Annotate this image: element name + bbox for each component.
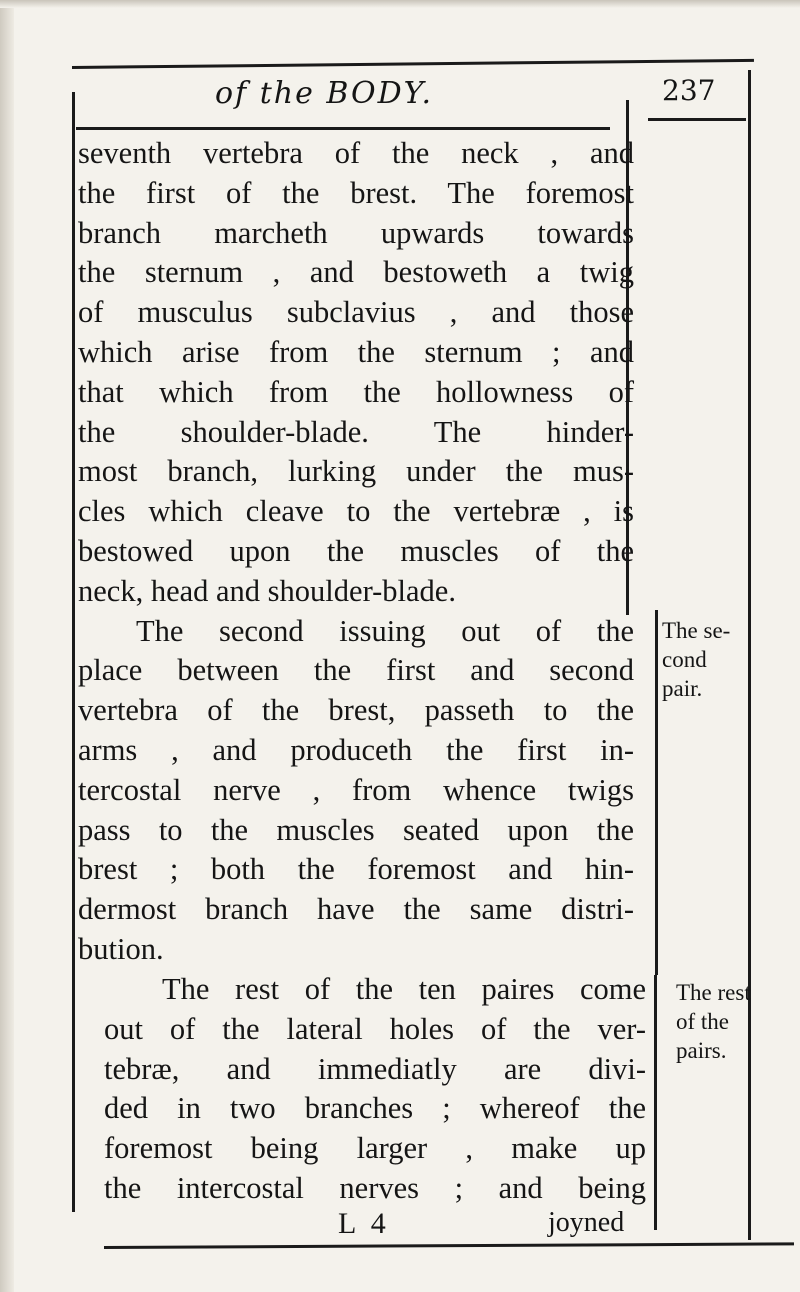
page-number: 237 [662, 74, 716, 107]
text-line: branch marcheth upwards towards [78, 215, 634, 250]
text-line: seventh vertebra of the neck , and [78, 136, 634, 170]
text-line: the intercostal nerves ; and being [104, 1170, 646, 1205]
margin-note-line: pairs. [676, 1038, 727, 1063]
text-line: tercostal nerve , from whence twigs [78, 772, 634, 807]
header-bottom-rule-main [76, 127, 610, 130]
margin-note-line: pair. [662, 676, 703, 701]
running-title: of the BODY. [215, 76, 434, 111]
footer-rule [104, 1242, 794, 1249]
body-text-lower [104, 970, 646, 1209]
text-line: tebræ, and immediatly are divi- [104, 1051, 646, 1086]
margin-note-line: The rest [676, 980, 751, 1005]
header-top-rule [72, 59, 754, 69]
text-line: arms , and produceth the first in- [78, 732, 634, 767]
paragraph-start-line: The second issuing out of the [136, 613, 634, 648]
paragraph-start-line: The rest of the ten paires come [162, 972, 646, 1006]
page-edge-top [0, 0, 800, 8]
text-line: bestowed upon the muscles of the [78, 533, 634, 568]
text-line: dermost branch have the same distri- [78, 892, 634, 927]
text-line: pass to the muscles seated upon the [78, 812, 634, 847]
text-line: foremost being larger , make up [104, 1131, 646, 1166]
margin-note-rest-pairs [676, 978, 751, 1065]
margin-note-line: of the [676, 1009, 730, 1034]
header-bottom-rule-margin [648, 118, 746, 121]
text-line: ded in two branches ; whereof the [104, 1091, 646, 1126]
text-line: brest ; both the foremost and hin- [78, 852, 634, 887]
margin-note-second-pair [662, 616, 730, 703]
text-line: place between the first and second [78, 653, 634, 688]
margin-note-line: The se- [662, 618, 731, 643]
text-line: out of the lateral holes of the ver- [104, 1011, 646, 1046]
right-column-rule-mid [655, 610, 658, 975]
text-line: bution. [78, 931, 164, 966]
text-line: neck, head and shoulder-blade. [78, 573, 456, 608]
catchword: joyned [548, 1207, 625, 1238]
margin-note-line: cond [662, 647, 707, 672]
text-line: most branch, lurking under the mus- [78, 454, 634, 489]
text-line: that which from the hollowness of [78, 374, 634, 409]
text-line: cles which cleave to the vertebræ , is [78, 494, 634, 529]
body-text [78, 134, 634, 970]
text-line: the first of the brest. The foremost [78, 175, 634, 210]
text-line: the sternum , and bestoweth a twig [78, 255, 634, 290]
text-line: which arise from the sternum ; and [78, 334, 634, 369]
text-line: vertebra of the brest, passeth to the [78, 693, 634, 728]
signature-mark: L 4 [338, 1207, 390, 1240]
left-column-rule [72, 92, 75, 1212]
page-edge [0, 0, 14, 1292]
text-line: of musculus subclavius , and those [78, 295, 634, 330]
text-line: the shoulder-blade. The hinder- [78, 414, 634, 449]
right-column-rule-lower [654, 975, 657, 1230]
